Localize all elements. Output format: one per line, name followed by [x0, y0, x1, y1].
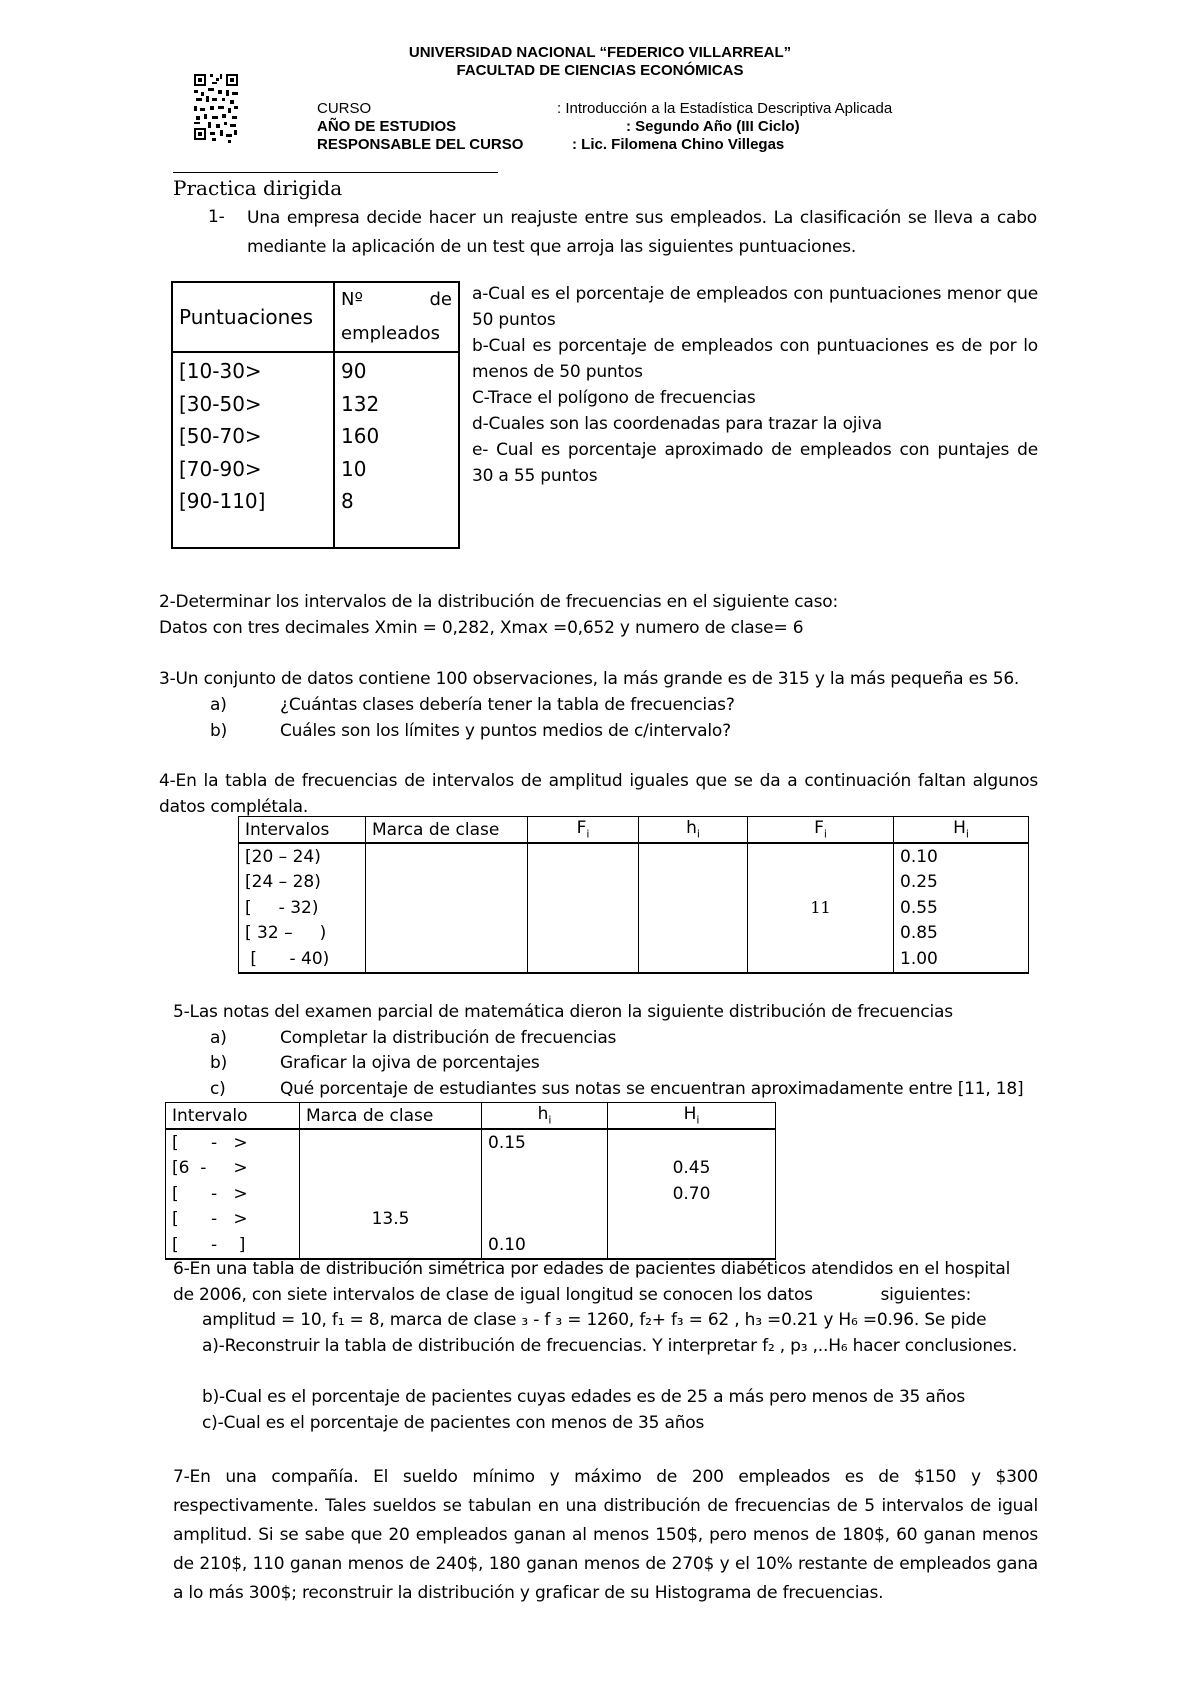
q4-header-Hi-sub: i [965, 827, 969, 841]
q6-line-3: amplitud = 10, f₁ = 8, marca de clase ₃ - f ₃ = 1260, f₂+ f₃ = 62 , h₃ =0.21 y H₆ =0.96. Se pide [202, 1310, 987, 1330]
q4-header-Fi [748, 817, 894, 844]
q4-header-Hi-letter: H [953, 818, 966, 839]
q1-col-header-scores: Puntuaciones [172, 282, 334, 352]
q5-cell-hi: 0.10 [482, 1232, 608, 1259]
page-title: Practica dirigida [173, 176, 343, 200]
q4-header-hi-sub: i [696, 827, 700, 841]
q1-count-3: 160 [341, 424, 380, 448]
q5-header-interval: Intervalo [166, 1103, 300, 1130]
q1-text: Una empresa decide hacer un reajuste entre sus empleados. La clasificación se lleva a cabo mediante la aplicación de un test que arroja las siguientes puntuaciones. [247, 208, 1037, 257]
q5-text: 5-Las notas del examen parcial de matemática dieron la siguiente distribución de frecuencias [173, 1002, 953, 1022]
q4-cell-Hi: 0.25 [894, 870, 1029, 896]
q5-row-3 [166, 1181, 776, 1207]
faculty-name: FACULTAD DE CIENCIAS ECONÓMICAS [456, 62, 744, 79]
q4-header-fi-sub: i [586, 827, 590, 841]
q1-questions [472, 281, 1038, 489]
q2-line-2: Datos con tres decimales Xmin = 0,282, Xmax =0,652 y numero de clase= 6 [159, 618, 804, 638]
q4-header-Hi [894, 817, 1029, 844]
q5-cell-interval: [ - > [166, 1207, 300, 1233]
q5-cell-Hi [608, 1129, 776, 1156]
q5-row-2 [166, 1156, 776, 1182]
q1-count-4: 10 [341, 456, 367, 481]
q4-cell-Fi [748, 921, 894, 947]
q6-line-5: b)-Cual es el porcentaje de pacientes cuyas edades es de 25 a más pero menos de 35 años [202, 1387, 966, 1407]
q1-table [171, 281, 460, 549]
q5-cell-hi [482, 1181, 608, 1207]
q4-cell-Fi [748, 843, 894, 870]
q4-cell-Hi: 0.10 [894, 843, 1029, 870]
q4-row-3 [239, 895, 1029, 921]
q5-header-hi [482, 1103, 608, 1130]
q4-header-fi [528, 817, 639, 844]
q4-cell-Hi: 0.85 [894, 921, 1029, 947]
q4-cell-interval: [ - 32) [239, 895, 366, 921]
q3-a: ¿Cuántas clases debería tener la tabla de frecuencias? [280, 695, 735, 715]
q4-header-class-mark: Marca de clase [366, 817, 528, 844]
course-value: : Introducción a la Estadística Descriptiva Aplicada [557, 100, 893, 117]
q4-cell-interval: [20 – 24) [239, 843, 366, 870]
q1-interval-5: [90-110] [179, 489, 266, 513]
q4-header-hi-letter: h [686, 818, 697, 839]
q4-row-5 [239, 946, 1029, 973]
q5-header-hi-letter: h [537, 1104, 549, 1125]
q4-cell-Hi: 0.55 [894, 895, 1029, 921]
q4-table [238, 816, 1029, 974]
q6-line-6: c)-Cual es el porcentaje de pacientes con menos de 35 años [202, 1413, 705, 1433]
q1-col-header-no: Nº [341, 289, 363, 310]
q5-row-1 [166, 1129, 776, 1156]
q1-col-header-empleados: empleados [341, 323, 440, 344]
university-name: UNIVERSIDAD NACIONAL “FEDERICO VILLARREAL” [408, 44, 792, 61]
q5-row-5 [166, 1232, 776, 1259]
q5-a: Completar la distribución de frecuencias [280, 1028, 617, 1048]
q4-cell-Fi [748, 946, 894, 973]
q1-question-b: b-Cual es porcentaje de empleados con puntuaciones es de por lo menos de 50 puntos [472, 336, 1038, 382]
q1-count-1: 90 [341, 359, 367, 383]
q5-header-hi-sub: i [548, 1113, 552, 1127]
q5-cell-hi [482, 1207, 608, 1233]
q5-cell-interval: [ - ] [166, 1232, 300, 1259]
q2-line-1: 2-Determinar los intervalos de la distribución de frecuencias en el siguiente caso: [159, 592, 839, 612]
q1-number: 1- [208, 207, 225, 227]
q5-c-label: c) [210, 1079, 226, 1099]
q1-interval-2: [30-50> [179, 391, 262, 416]
q5-cell-Hi: 0.45 [608, 1156, 776, 1182]
q1-question-c: C-Trace el polígono de frecuencias [472, 388, 756, 408]
q4-text: 4-En la tabla de frecuencias de intervalos de amplitud iguales que se da a continuación faltan algunos datos complétala. [159, 771, 1038, 817]
q4-cell-interval: [24 – 28) [239, 870, 366, 896]
q4-header-intervals: Intervalos [239, 817, 366, 844]
qr-code-logo [192, 72, 240, 144]
q1-question-d: d-Cuales son las coordenadas para trazar la ojiva [472, 414, 882, 434]
responsible-label: RESPONSABLE DEL CURSO [317, 136, 524, 153]
q5-cell-mark [300, 1129, 482, 1156]
responsible-value: : Lic. Filomena Chino Villegas [572, 136, 785, 153]
q4-cell-Fi [748, 870, 894, 896]
q6-line-1: 6-En una tabla de distribución simétrica por edades de pacientes diabéticos atendidos en el hospital [173, 1259, 1011, 1279]
q5-a-label: a) [210, 1028, 227, 1048]
q3-b-label: b) [210, 721, 228, 741]
q5-header-Hi [608, 1103, 776, 1130]
q5-header-Hi-sub: i [696, 1113, 700, 1127]
q4-header-hi [639, 817, 748, 844]
q4-cell-interval: [ - 40) [239, 946, 366, 973]
q5-cell-Hi [608, 1232, 776, 1259]
q7-text: 7-En una compañía. El sueldo mínimo y máximo de 200 empleados es de $150 y $300 respectivamente. Tales sueldos se tabulan en una distribución de frecuencias de 5 intervalos de igual amplitud. Si se sabe que 20 empleados ganan al menos 150$, pero menos de 180$, 60 ganan menos de 210$, 110 ganan menos de 240$, 180 ganan menos de 270$ y el 10% restante de empleados gana a lo más 300$; reconstruir la distribución y graficar de su Histograma de frecuencias. [173, 1467, 1038, 1603]
course-label: CURSO [317, 100, 372, 117]
q6-line-4: a)-Reconstruir la tabla de distribución de frecuencias. Y interpretar f₂ , p₃ ,..H₆ hacer conclusiones. [202, 1336, 1018, 1356]
q4-row-2 [239, 870, 1029, 896]
q1-interval-4: [70-90> [179, 456, 262, 481]
q5-cell-mark [300, 1232, 482, 1259]
q3-b: Cuáles son los límites y puntos medios de c/intervalo? [280, 721, 731, 741]
q5-cell-mark [300, 1156, 482, 1182]
q4-row-4 [239, 921, 1029, 947]
q4-header-Fi-sub: i [823, 827, 827, 841]
q5-c: Qué porcentaje de estudiantes sus notas se encuentran aproximadamente entre [11, 18] [280, 1079, 1024, 1099]
q4-cell-Fi: 11 [748, 895, 894, 921]
year-value: : Segundo Año (III Ciclo) [626, 118, 800, 135]
q5-b-label: b) [210, 1053, 228, 1073]
q6-line-2: de 2006, con siete intervalos de clase de igual longitud se conocen los datos siguientes: [173, 1285, 972, 1305]
q5-cell-interval: [ - > [166, 1129, 300, 1156]
q1-col-header-de: de [429, 289, 452, 310]
q1-question-e: e- Cual es porcentaje aproximado de empleados con puntajes de 30 a 55 puntos [472, 440, 1038, 486]
year-label: AÑO DE ESTUDIOS [317, 118, 457, 135]
q1-interval-3: [50-70> [179, 424, 262, 448]
q5-header-class-mark: Marca de clase [300, 1103, 482, 1130]
q4-cell-interval: [ 32 – ) [239, 921, 366, 947]
q5-cell-Hi: 0.70 [608, 1181, 776, 1207]
q5-cell-interval: [6 - > [166, 1156, 300, 1182]
q1-count-5: 8 [341, 489, 354, 513]
q5-cell-hi [482, 1156, 608, 1182]
q4-cell-Hi: 1.00 [894, 946, 1029, 973]
q5-header-Hi-letter: H [683, 1104, 697, 1125]
q5-row-4 [166, 1207, 776, 1233]
q5-cell-interval: [ - > [166, 1181, 300, 1207]
q4-row-1 [239, 843, 1029, 870]
q1-col-header-employees [334, 282, 459, 352]
q5-b: Graficar la ojiva de porcentajes [280, 1053, 540, 1073]
q5-table [165, 1102, 776, 1260]
q3-line-1: 3-Un conjunto de datos contiene 100 observaciones, la más grande es de 315 y la más pequeña es 56. [159, 669, 1020, 689]
q1-count-2: 132 [341, 391, 380, 416]
q3-a-label: a) [210, 695, 227, 715]
q5-cell-Hi [608, 1207, 776, 1233]
q5-cell-mark: 13.5 [300, 1207, 482, 1233]
q1-question-a: a-Cual es el porcentaje de empleados con puntuaciones menor que 50 puntos [472, 284, 1038, 330]
q5-cell-hi: 0.15 [482, 1129, 608, 1156]
q5-cell-mark [300, 1181, 482, 1207]
q4-header-fi-letter: F [576, 818, 587, 839]
header-divider [173, 172, 498, 173]
q4-header-Fi-letter: F [814, 818, 824, 839]
q1-interval-1: [10-30> [179, 359, 262, 383]
